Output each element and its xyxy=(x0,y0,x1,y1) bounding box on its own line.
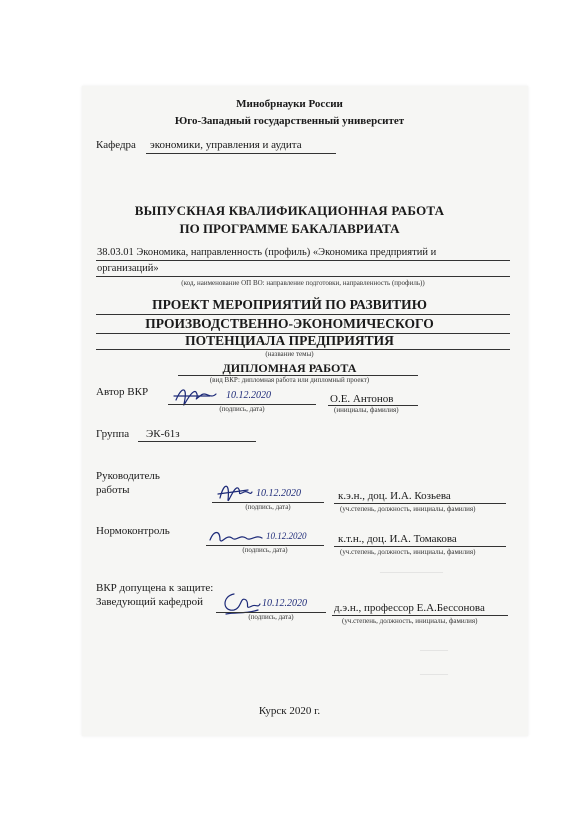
supervisor-label-line2: работы xyxy=(96,484,130,496)
topic-line3: ПОТЕНЦИАЛА ПРЕДПРИЯТИЯ xyxy=(185,333,394,348)
normcontrol-name-caption: (уч.степень, должность, инициалы, фамилия) xyxy=(340,548,476,556)
author-sig-date: 10.12.2020 xyxy=(226,390,271,401)
bleed-through-text: ———— xyxy=(420,670,448,678)
supervisor-name-underline xyxy=(334,503,506,504)
work-kind: ДИПЛОМНАЯ РАБОТА xyxy=(222,361,357,375)
university-name: Юго-Западный государственный университет xyxy=(174,115,405,127)
bleed-through-text: ————————— xyxy=(380,568,443,576)
city-year: Курск 2020 г. xyxy=(258,705,321,717)
head-name-underline xyxy=(332,615,508,616)
doc-type-line1: ВЫПУСКНАЯ КВАЛИФИКАЦИОННАЯ РАБОТА xyxy=(134,203,445,218)
author-name-caption: (инициалы, фамилия) xyxy=(334,406,399,414)
head-name: д.э.н., профессор Е.А.Бессонова xyxy=(334,602,485,614)
supervisor-sig-date: 10.12.2020 xyxy=(256,488,301,499)
normcontrol-sig-date: 10.12.2020 xyxy=(266,531,307,541)
normcontrol-label: Нормоконтроль xyxy=(96,525,170,537)
normcontrol-sig-caption: (подпись, дата) xyxy=(242,546,288,554)
doc-type-line2: ПО ПРОГРАММЕ БАКАЛАВРИАТА xyxy=(179,221,400,236)
head-sig-date: 10.12.2020 xyxy=(262,598,307,609)
group-label: Группа xyxy=(96,428,130,440)
department-value: экономики, управления и аудита xyxy=(150,139,302,151)
supervisor-name: к.э.н., доц. И.А. Козьева xyxy=(338,490,451,502)
topic-underline-1 xyxy=(96,314,510,315)
supervisor-name-caption: (уч.степень, должность, инициалы, фамилия) xyxy=(340,505,476,513)
topic-caption: (название темы) xyxy=(265,350,314,358)
program-underline-1 xyxy=(96,260,510,261)
admission-label-line1: ВКР допущена к защите: xyxy=(96,582,214,594)
normcontrol-name-underline xyxy=(334,546,506,547)
work-kind-caption: (вид ВКР: дипломная работа или дипломный проект) xyxy=(209,376,370,384)
supervisor-sig-caption: (подпись, дата) xyxy=(245,503,291,511)
topic-line1: ПРОЕКТ МЕРОПРИЯТИЙ ПО РАЗВИТИЮ xyxy=(152,297,427,312)
author-sig-caption: (подпись, дата) xyxy=(219,405,265,413)
program-caption: (код, наименование ОП ВО: направление подготовки, направленность (профиль)) xyxy=(181,279,425,287)
normcontrol-name: к.т.н., доц. И.А. Томакова xyxy=(338,533,457,545)
ministry-name: Минобрнауки России xyxy=(236,98,343,110)
department-label: Кафедра xyxy=(96,139,136,151)
supervisor-label-line1: Руководитель xyxy=(96,470,160,482)
bleed-through-text: ———— xyxy=(420,646,448,654)
topic-line2: ПРОИЗВОДСТВЕННО-ЭКОНОМИЧЕСКОГО xyxy=(145,316,434,331)
group-underline xyxy=(138,441,256,442)
program-line1: 38.03.01 Экономика, направленность (профиль) «Экономика предприятий и xyxy=(97,247,437,258)
program-underline-2 xyxy=(96,276,510,277)
author-label: Автор ВКР xyxy=(96,386,149,398)
program-line2: организаций» xyxy=(97,263,159,274)
admission-label-line2: Заведующий кафедрой xyxy=(96,596,203,608)
author-name: О.Е. Антонов xyxy=(330,393,394,405)
group-value: ЭК-61з xyxy=(146,428,180,440)
head-name-caption: (уч.степень, должность, инициалы, фамилия) xyxy=(342,617,478,625)
department-underline xyxy=(146,153,336,154)
head-sig-caption: (подпись, дата) xyxy=(248,613,294,621)
